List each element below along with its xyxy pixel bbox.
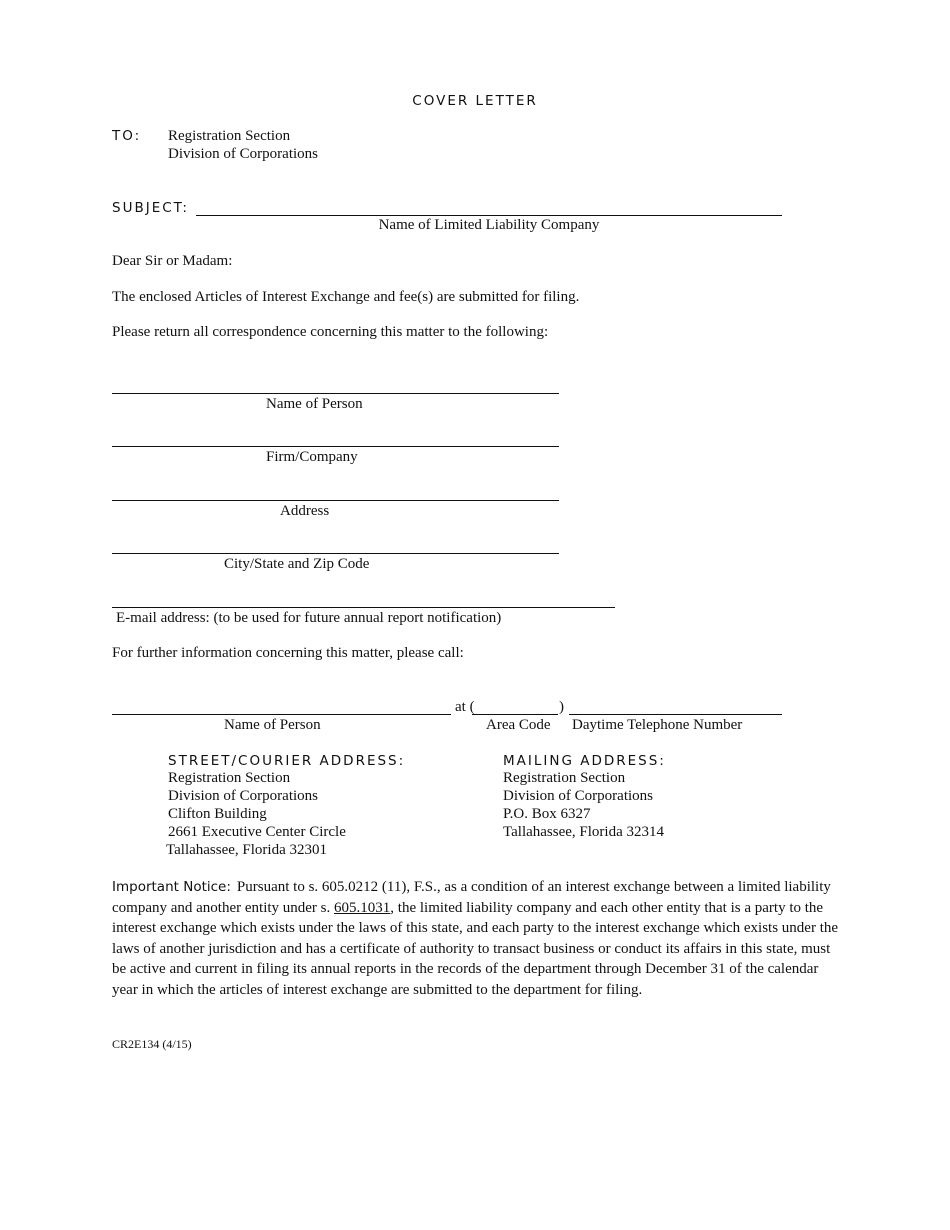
contact-at-label: at ( [455,699,475,715]
notice-text-before: Pursuant to s. 605.0212 (11), F.S., as a condition of an interest exchange between a limited liability company and another entity under s. [112,879,831,916]
page-title: COVER LETTER [412,93,538,109]
return-email-line[interactable] [112,607,615,608]
statute-link[interactable]: 605.1031 [334,899,391,916]
return-email-caption: E-mail address: (to be used for future annual report notification) [116,610,502,626]
return-name-caption: Name of Person [266,396,363,412]
street-address-line: 2661 Executive Center Circle [168,824,346,840]
mailing-address-line: Division of Corporations [503,788,653,804]
contact-intro: For further information concerning this matter, please call: [112,645,464,661]
return-city-line[interactable] [112,553,559,554]
phone-line[interactable] [569,714,782,715]
to-label: TO: [112,128,142,144]
contact-name-line[interactable] [112,714,451,715]
return-address-line[interactable] [112,500,559,501]
area-code-line[interactable] [472,714,558,715]
return-city-caption: City/State and Zip Code [224,556,370,572]
street-address-line: Registration Section [168,770,291,786]
subject-input-line[interactable] [196,215,782,216]
contact-close-paren: ) [559,699,564,715]
form-code: CR2E134 (4/15) [112,1037,192,1051]
return-firm-line[interactable] [112,446,559,447]
return-address-caption: Address [280,503,330,519]
street-address-line: Division of Corporations [168,788,318,804]
mailing-address-line: Registration Section [503,770,626,786]
to-line-2: Division of Corporations [168,146,318,162]
enclosed-text: The enclosed Articles of Interest Exchange and fee(s) are submitted for filing. [112,289,580,305]
important-notice [112,877,838,1000]
street-address-line: Tallahassee, Florida 32301 [166,842,327,858]
return-firm-caption: Firm/Company [266,449,358,465]
phone-caption: Daytime Telephone Number [572,717,743,733]
contact-name-caption: Name of Person [224,717,321,733]
subject-caption: Name of Limited Liability Company [378,217,600,233]
to-line-1: Registration Section [168,128,291,144]
mailing-address-heading: MAILING ADDRESS: [503,753,666,769]
notice-label: Important Notice: [112,879,231,895]
mailing-address-line: Tallahassee, Florida 32314 [503,824,664,840]
return-note: Please return all correspondence concerning this matter to the following: [112,324,549,340]
subject-label: SUBJECT: [112,200,189,216]
mailing-address-line: P.O. Box 6327 [503,806,591,822]
notice-text-after: , the limited liability company and each other entity that is a party to the interest exchange which exists under the laws of this state, and each party to the interest exchange which exists under the laws of another jurisdiction and has a certificate of authority to transact business or conduct its affairs in this state, must be active and current in filing its annual reports in the records of the department through December 31 of the calendar year in which the articles of interest exchange are submitted to the department for filing. [112,899,839,998]
area-code-caption: Area Code [486,717,551,733]
street-address-heading: STREET/COURIER ADDRESS: [168,753,406,769]
greeting: Dear Sir or Madam: [112,253,233,269]
street-address-line: Clifton Building [168,806,267,822]
return-name-line[interactable] [112,393,559,394]
